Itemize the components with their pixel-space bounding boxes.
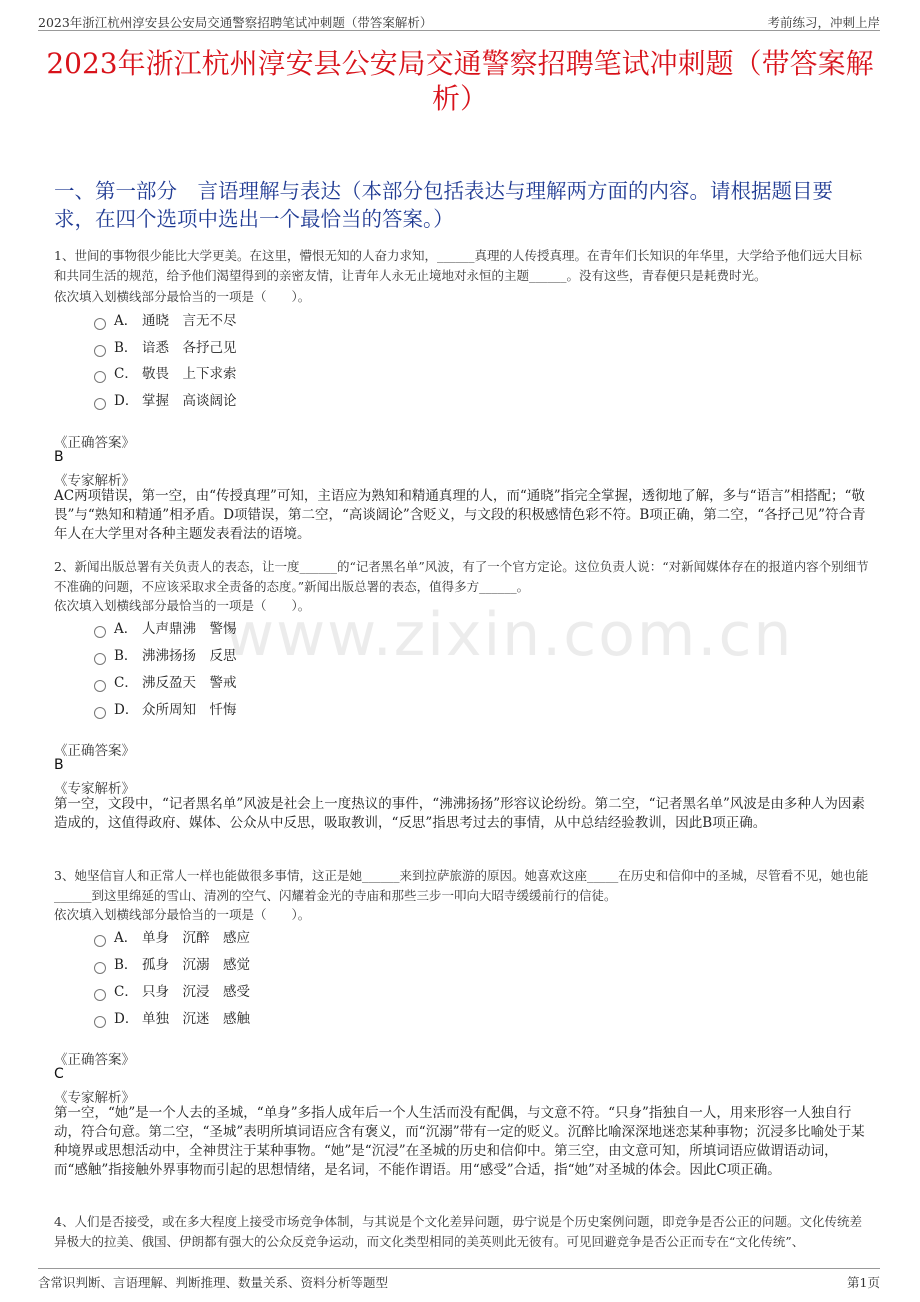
- question-stem: 3、她坚信盲人和正常人一样也能做很多事情，这正是她______来到拉萨旅游的原因。她喜欢这座_____在历史和信仰中的圣城，尽管看不见，她也能______到这里绵延的雪山、清冽的空气、闪耀着金光的寺庙和那些三步一叩向大昭寺缓缓前行的信徒。: [54, 868, 869, 903]
- option-letter: B．: [114, 648, 138, 664]
- radio-icon[interactable]: [94, 962, 106, 974]
- question-instruction: 依次填入划横线部分最恰当的一项是（ ）。: [54, 598, 311, 613]
- option-d[interactable]: [94, 1007, 250, 1027]
- option-letter: D．: [114, 1011, 139, 1027]
- question-instruction: 依次填入划横线部分最恰当的一项是（ ）。: [54, 907, 311, 922]
- option-text: 单独 沉迷 感触: [142, 1011, 250, 1027]
- option-c[interactable]: [94, 671, 237, 691]
- question-stem: 2、新闻出版总署有关负责人的表态，让一度______的“记者黑名单”风波，有了一个官方定论。这位负责人说：“对新闻媒体存在的报道内容个别细节不准确的问题，不应该采取求全责备的态度。”新闻出版总署的表态，值得多方______。: [54, 559, 869, 594]
- watermark: www.zixin.com.cn: [225, 600, 794, 670]
- explanation: 第一空，文段中，“记者黑名单”风波是社会上一度热议的事件，“沸沸扬扬”形容议论纷纷。第二空，“记者黑名单”风波是由多种人为因素造成的，这值得政府、媒体、公众从中反思，吸取教训，“反思”指思考过去的事情，从中总结经验教训，因此B项正确。: [54, 796, 865, 831]
- option-text: 敬畏 上下求索: [142, 366, 237, 382]
- question-stem: 4、人们是否接受，或在多大程度上接受市场竞争体制，与其说是个文化差异问题，毋宁说是个历史案例问题，即竞争是否公正的问题。文化传统差异极大的拉美、俄国、伊朗都有强大的公众反竞争运动，而文化类型相同的美英则此无彼有。可见回避竞争是否公正而专在“文化传统”、: [54, 1214, 862, 1249]
- option-letter: D．: [114, 702, 139, 718]
- option-letter: C．: [114, 366, 138, 382]
- radio-icon[interactable]: [94, 935, 106, 947]
- radio-icon[interactable]: [94, 1016, 106, 1028]
- option-text: 孤身 沉溺 感觉: [142, 957, 250, 973]
- explanation: AC两项错误，第一空，由“传授真理”可知，主语应为熟知和精通真理的人，而“通晓”指完全掌握，透彻地了解，多与“语言”相搭配；“敬畏”与“熟知和精通”相矛盾。D项错误，第二空，“高谈阔论”含贬义，与文段的积极感情色彩不符。B项正确，第二空，“各抒己见”符合青年人在大学里对各种主题发表看法的语境。: [54, 488, 866, 542]
- option-text: 只身 沉浸 感受: [142, 984, 250, 1000]
- footer-description: 含常识判断、言语理解、判断推理、数量关系、资料分析等题型: [38, 1275, 389, 1290]
- correct-answer: B: [54, 449, 64, 465]
- section-heading: 一、第一部分 言语理解与表达（本部分包括表达与理解两方面的内容。请根据题目要求，在四个选项中选出一个最恰当的答案。）: [54, 179, 833, 231]
- page-number: 第1页: [847, 1275, 880, 1290]
- option-letter: A．: [114, 621, 138, 637]
- answer-label: 《正确答案》: [54, 1052, 135, 1068]
- question-instruction: 依次填入划横线部分最恰当的一项是（ ）。: [54, 289, 311, 304]
- radio-icon[interactable]: [94, 318, 106, 330]
- option-text: 单身 沉醉 感应: [142, 930, 250, 946]
- option-a[interactable]: [94, 617, 237, 637]
- option-a[interactable]: [94, 926, 250, 946]
- radio-icon[interactable]: [94, 680, 106, 692]
- header-title: 2023年浙江杭州淳安县公安局交通警察招聘笔试冲刺题（带答案解析）: [38, 15, 433, 30]
- option-text: 众所周知 忏悔: [142, 702, 237, 718]
- option-b[interactable]: [94, 336, 237, 356]
- option-letter: A．: [114, 930, 138, 946]
- answer-label: 《正确答案》: [54, 435, 135, 451]
- option-text: 谙悉 各抒己见: [142, 340, 237, 356]
- header-slogan: 考前练习，冲刺上岸: [767, 15, 880, 30]
- option-b[interactable]: [94, 644, 237, 664]
- option-letter: B．: [114, 340, 138, 356]
- radio-icon[interactable]: [94, 398, 106, 410]
- expert-label: 《专家解析》: [54, 473, 135, 489]
- expert-label: 《专家解析》: [54, 1090, 135, 1106]
- option-letter: C．: [114, 984, 138, 1000]
- radio-icon[interactable]: [94, 989, 106, 1001]
- option-letter: A．: [114, 313, 138, 329]
- option-c[interactable]: [94, 980, 250, 1000]
- explanation: 第一空，“她”是一个人去的圣城，“单身”多指人成年后一个人生活而没有配偶，与文意不符。“只身”指独自一人，用来形容一人独自行动，符合句意。第二空，“圣城”表明所填词语应含有褒义，而“沉溺”带有一定的贬义。沉醉比喻深深地迷恋某种事物；沉浸多比喻处于某种境界或思想活动中，全神贯注于某种事物。“她”是“沉浸”在圣城的历史和信仰中。第三空，由文意可知，所填词语应做谓语动词，而“感触”指接触外界事物而引起的思想情绪，是名词，不能作谓语。用“感受”合适，指“她”对圣城的体会。因此C项正确。: [54, 1105, 865, 1178]
- expert-label: 《专家解析》: [54, 781, 135, 797]
- option-text: 通晓 言无不尽: [142, 313, 237, 329]
- page-footer: [38, 1268, 880, 1290]
- option-letter: B．: [114, 957, 138, 973]
- option-b[interactable]: [94, 953, 250, 973]
- option-letter: C．: [114, 675, 138, 691]
- radio-icon[interactable]: [94, 626, 106, 638]
- radio-icon[interactable]: [94, 371, 106, 383]
- correct-answer: B: [54, 757, 64, 773]
- option-letter: D．: [114, 393, 139, 409]
- radio-icon[interactable]: [94, 345, 106, 357]
- option-a[interactable]: [94, 309, 237, 329]
- question-stem: 1、世间的事物很少能比大学更美。在这里，懵恨无知的人奋力求知，______真理的人传授真理。在青年们长知识的年华里，大学给予他们远大目标和共同生活的规范，给予他们渴望得到的亲密友情，让青年人永无止境地对永恒的主题______。没有这些，青春便只是耗费时光。: [54, 248, 862, 283]
- document-title: 2023年浙江杭州淳安县公安局交通警察招聘笔试冲刺题（带答案解析）: [46, 47, 874, 115]
- option-c[interactable]: [94, 362, 237, 382]
- radio-icon[interactable]: [94, 707, 106, 719]
- option-d[interactable]: [94, 698, 237, 718]
- option-text: 沸沸扬扬 反思: [142, 648, 237, 664]
- option-text: 掌握 高谈阔论: [142, 393, 237, 409]
- radio-icon[interactable]: [94, 653, 106, 665]
- option-d[interactable]: [94, 389, 237, 409]
- option-text: 人声鼎沸 警惕: [142, 621, 237, 637]
- correct-answer: C: [54, 1066, 64, 1082]
- option-text: 沸反盈天 警戒: [142, 675, 237, 691]
- answer-label: 《正确答案》: [54, 743, 135, 759]
- page-header: [38, 10, 880, 31]
